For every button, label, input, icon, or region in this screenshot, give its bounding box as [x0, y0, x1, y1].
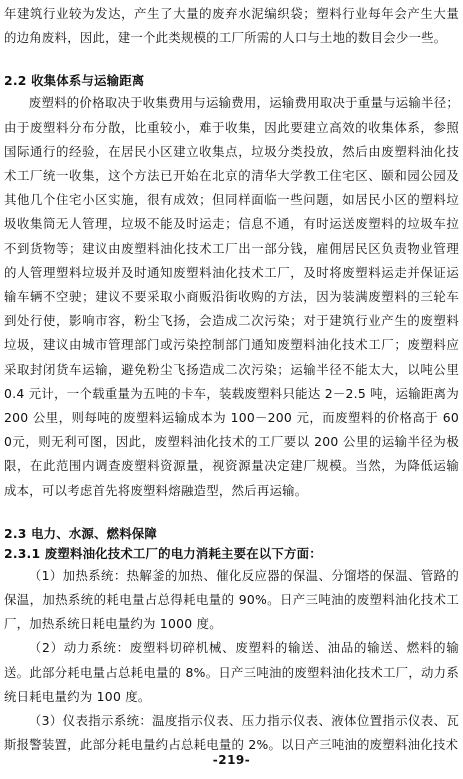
section-2-3-heading: 2.3 电力、水源、燃料保障	[4, 525, 157, 541]
intro-paragraph: 年建筑行业较为发达，产生了大量的废弃水泥编织袋；塑料行业每年会产生大量的边角废料，因此，建一个此类规模的工厂所需的人口与土地的数目会少一些。	[4, 6, 459, 46]
power-item-heating: （1）加热系统：热解釜的加热、催化反应器的保温、分馏塔的保温、管路的保温，加热系统的耗电量占总得耗电量的 90%。日产三吨油的废塑料油化技术工厂，加热系统日耗电量约为 1000 度。	[4, 567, 459, 632]
page-number: -219-	[212, 753, 251, 767]
spacer	[4, 50, 459, 71]
power-item-motive: （2）动力系统：废塑料切碎机械、废塑料的输送、油品的输送、燃料的输送。此部分耗电量占总耗电量的 8%。日产三吨油的废塑料油化技术工厂，动力系统日耗电量约为 100 度。	[4, 640, 459, 704]
section-2-2-paragraph: 废塑料的价格取决于收集费用与运输费用，运输费用取决于重量与运输半径；由于废塑料分布分散，比重较小，难于收集，因此要建立高效的收集体系，参照国际通行的经验，在居民小区建立收集点，垃圾分类投放，然后由废塑料油化技术工厂统一收集，这个方法已开始在北京的清华大学教工住宅区、颐和园公园及其他几个住宅小区实施，很有成效；但同样面临一些问题，如居民小区的塑料垃圾收集筒无人管理，垃圾不能及时运走；信息不通，有时运送废塑料的垃圾车拉不到货物等；建议由废塑料油化技术工厂出一部分钱，雇佣居民区负责物业管理的人管理塑料垃圾并及时通知废塑料油化技术工厂，及时将废塑料运走并保证运输车辆不空驶；建议不要采取小商贩沿街收购的方法，因为装满废塑料的三轮车到处行使，影响市容，粉尘飞扬，会造成二次污染；对于建筑行业产生的废塑料垃圾，建议由城市管理部门或污染控制部门通知废塑料油化技术工厂；废塑料应采取封闭货车运输，避免粉尘飞扬造成二次污染；运输半径不能太大，以吨公里 0.4 元计，一个载重量为五吨的卡车，装载废塑料只能达 2－2.5 吨，运输距离为 200 公里，则每吨的废塑料运输成本为 100－200 元，而废塑料的价格高于 600元，则无利可图，因此，废塑料油化技术的工厂要以 200 公里的运输半径为极限，在此范围内调查废塑料资源量，视资源量决定建厂规模。当然，为降低运输成本，可以考虑首先将废塑料熔融造型，然后再运输。	[4, 95, 459, 498]
section-2-2-heading: 2.2 收集体系与运输距离	[4, 73, 145, 89]
section-2-3-1-subheading: 2.3.1 废塑料油化技术工厂的电力消耗主要在以下方面：	[4, 545, 322, 561]
power-item-instrumentation: （3）仪表指示系统：温度指示仪表、压力指示仪表、液体位置指示仪表、瓦斯报警装置，此部分耗电量约占总耗电量的 2%。以日产三吨油的废塑料油化技术	[4, 713, 459, 753]
spacer	[4, 503, 459, 524]
page-content	[4, 2, 459, 757]
